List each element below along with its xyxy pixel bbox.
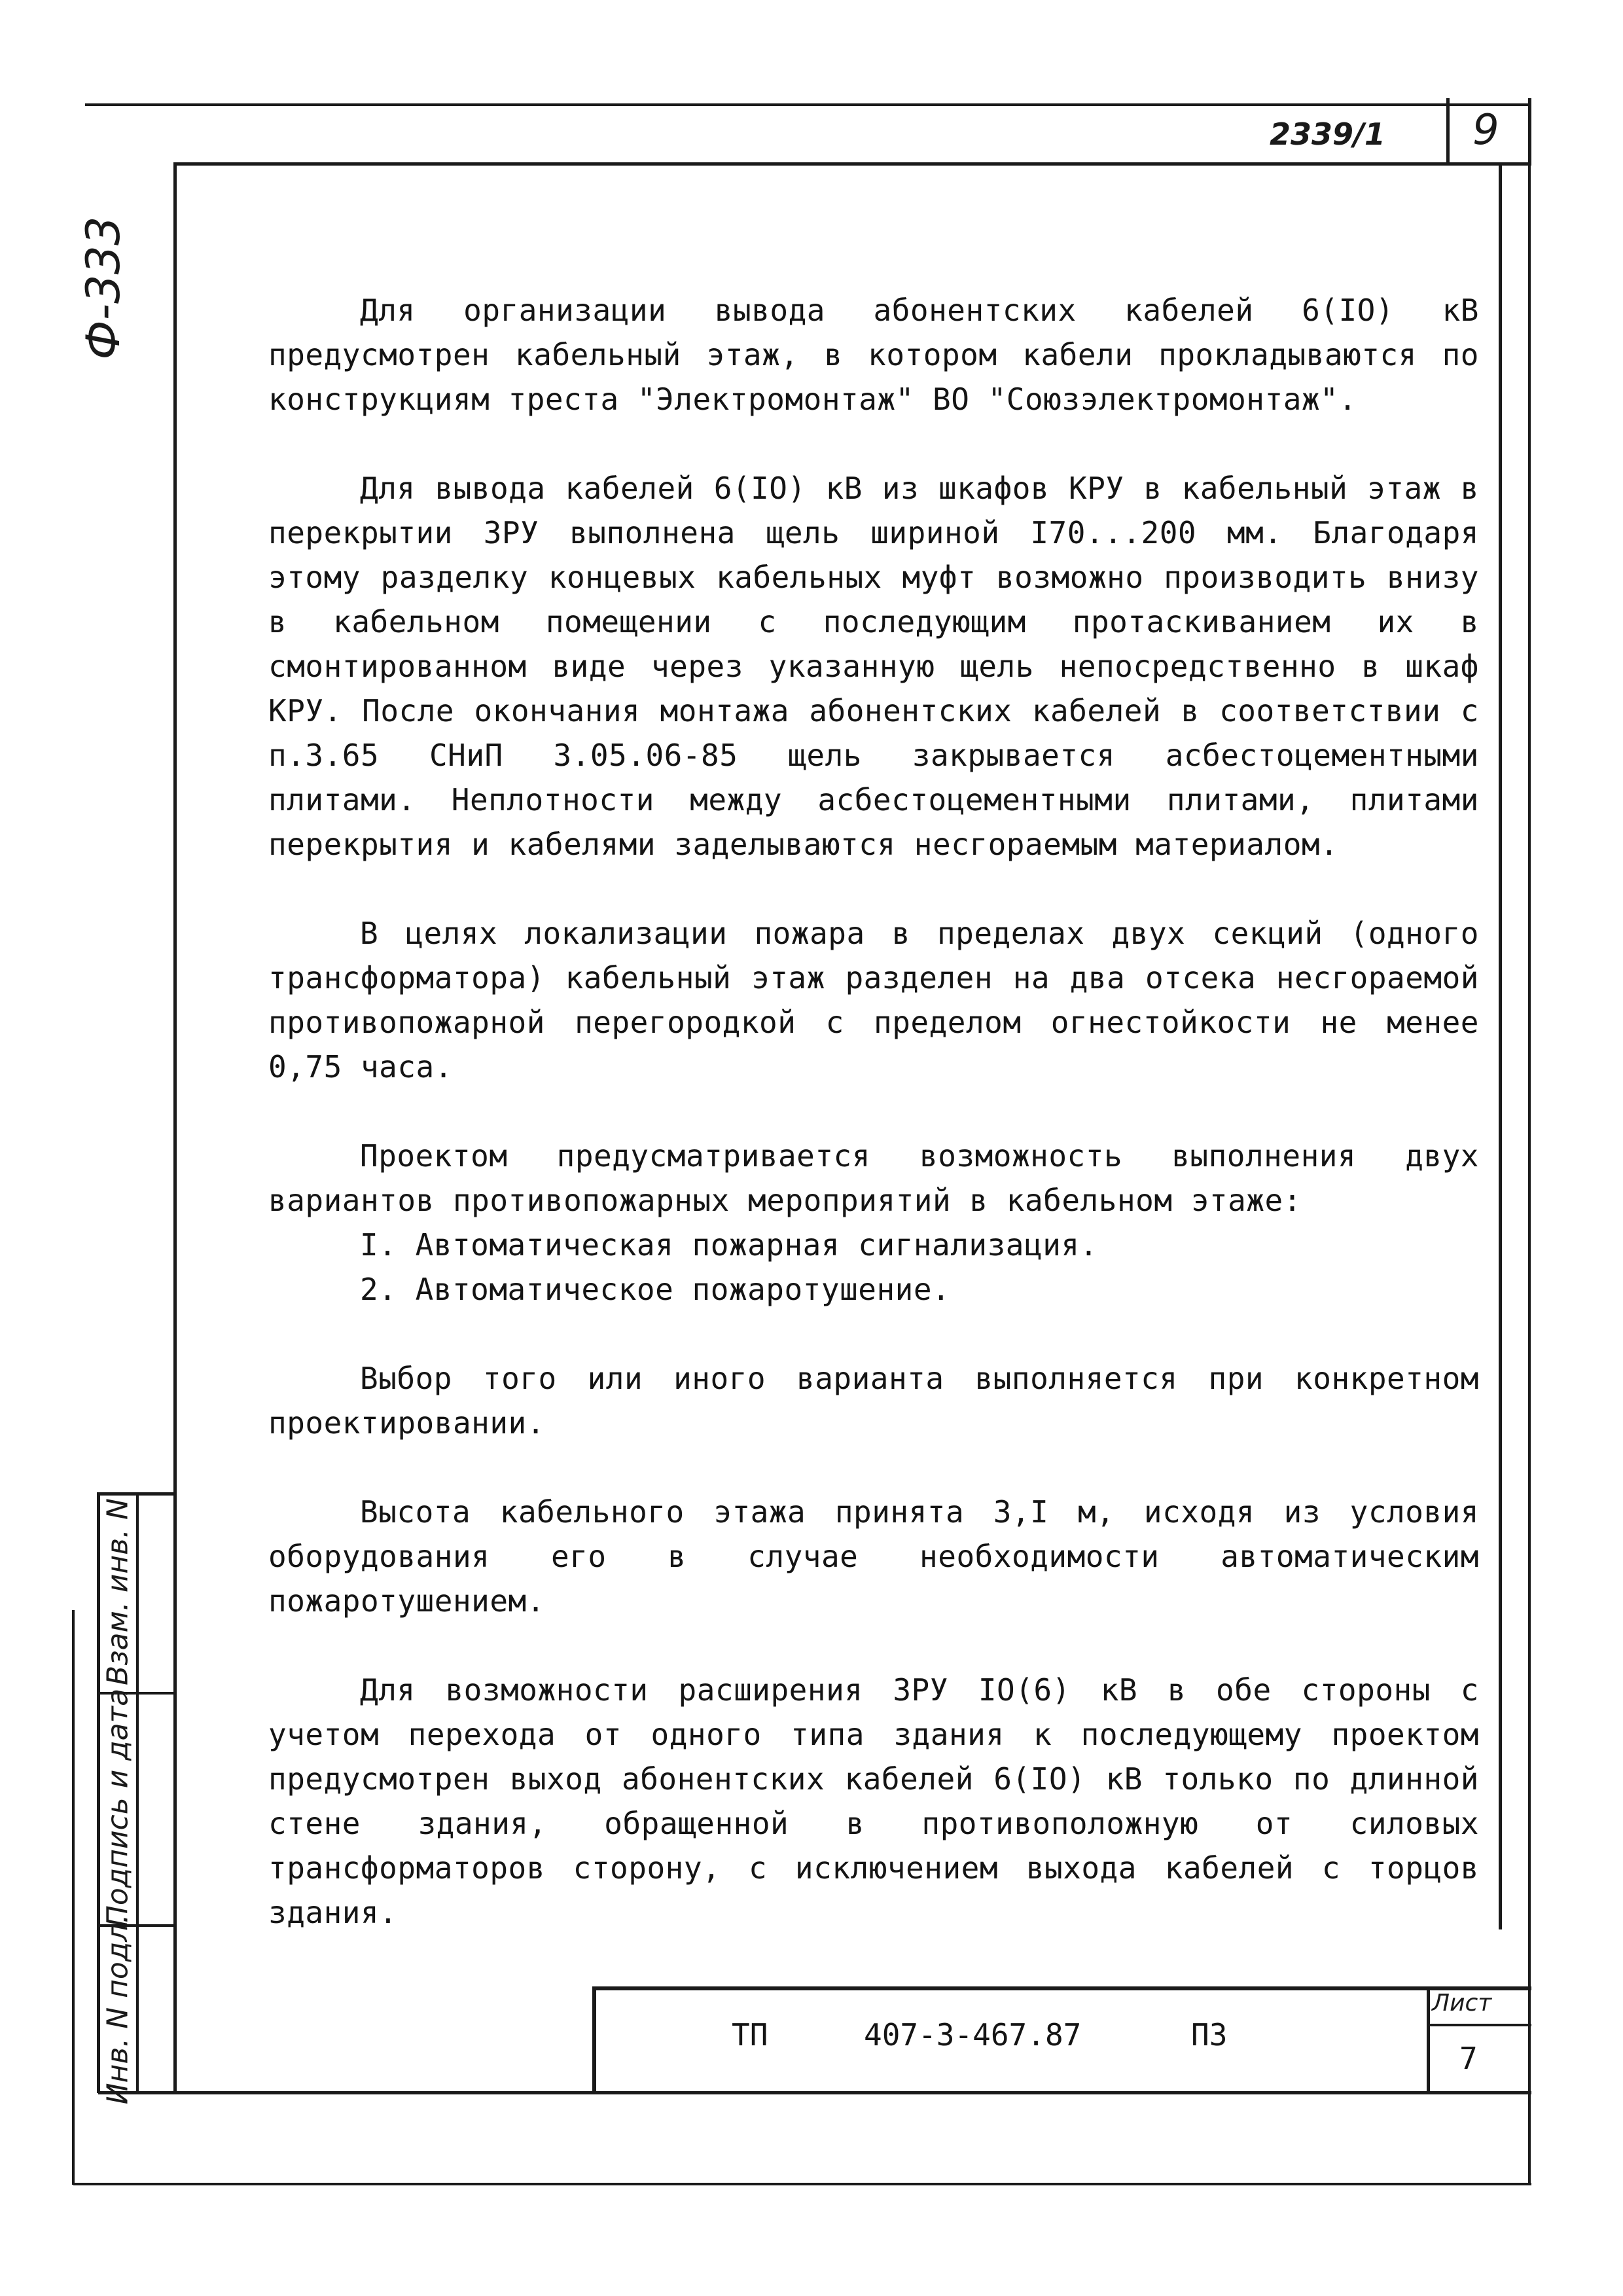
frame-bottom: [98, 2091, 1531, 2094]
paragraph: Высота кабельного этажа принята 3,I м, исходя из условия оборудования его в случае необходимости автоматическим пожаротушением.: [268, 1494, 1498, 1619]
side-stamp-inv-podl: Инв. N подл.: [101, 1914, 135, 2105]
paragraph: В целях локализации пожара в пределах двух секций (одного трансформатора) кабельный этаж разделен на два отсека несгораемой противопожарной перегородкой с пределом огнестойкости не менее 0,75 часа.: [268, 916, 1498, 1085]
archive-number: 2339/1: [1270, 117, 1385, 152]
title-block-sheet-label: Лист: [1432, 1990, 1492, 2017]
title-block-sheet-divider: [1427, 1986, 1430, 2094]
title-block-designation: 407-3-467.87: [864, 2017, 1082, 2053]
frame-right-outer: [1528, 162, 1531, 2185]
title-block-sheet-number: 7: [1459, 2041, 1478, 2076]
title-block-prefix: ТП: [732, 2017, 768, 2053]
side-stamp-mid: [136, 1492, 139, 2093]
paragraph: Для вывода кабелей 6(IO) кВ из шкафов КРУ в кабельный этаж в перекрытии ЗРУ выполнена щель шириной I70...200 мм. Благодаря этому разделку концевых кабельных муфт возможно производить внизу в кабельном помещении с последующим протаскиванием их в смонтированном виде через указанную щель непосредственно в шкаф КРУ. После окончания монтажа абонентских кабелей в соответствии с п.3.65 СНиП 3.05.06-85 щель закрывается асбестоцементными плитами. Неплотности между асбестоцементными плитами, плитами перекрытия и кабелями заделываются несгораемым материалом.: [268, 471, 1498, 862]
title-block-left: [592, 1986, 596, 2094]
page-number-box-left: [1446, 98, 1450, 164]
title-block-top: [592, 1986, 1531, 1990]
page-left-rule: [72, 1610, 75, 2185]
paragraph: Выбор того или иного варианта выполняется при конкретном проектировании.: [268, 1361, 1498, 1441]
paragraph: Проектом предусматривается возможность выполнения двух вариантов противопожарных мероприятий в кабельном этаже:: [268, 1138, 1498, 1218]
side-stamp-vzam-inv: Взам. инв. N: [101, 1498, 135, 1685]
frame-top: [173, 162, 1531, 166]
frame-right-inner: [1499, 162, 1502, 1929]
page-bottom-rule: [73, 2183, 1531, 2185]
frame-left: [173, 162, 177, 2093]
page-number: 9: [1472, 106, 1499, 154]
side-stamp-top: [97, 1492, 177, 1496]
list-item: 2. Автоматическое пожаротушение.: [360, 1272, 951, 1307]
paragraph: Для возможности расширения ЗРУ IO(6) кВ в обе стороны с учетом перехода от одного типа здания к последующему проектом предусмотрен выход абонентских кабелей 6(IO) кВ только по длинной стене здания, обращенной в противоположную от силовых трансформаторов сторону, с исключением выхода кабелей с торцов здания.: [268, 1672, 1498, 1930]
side-stamp-podpis-data: Подпись и дата: [101, 1688, 135, 1928]
page-number-box-right: [1528, 98, 1531, 164]
title-block-doc-code: ПЗ: [1191, 2017, 1228, 2053]
title-block-sheet-label-rule: [1427, 2024, 1531, 2026]
document-body: [268, 288, 1498, 1935]
side-stamp-left: [97, 1492, 100, 2093]
paragraph: Для организации вывода абонентских кабелей 6(IO) кВ предусмотрен кабельный этаж, в котором кабели прокладываются по конструкциям треста "Электромонтаж" ВО "Союзэлектромонтаж".: [268, 293, 1498, 417]
list-item: I. Автоматическая пожарная сигнализация.: [360, 1227, 1098, 1263]
series-code: Ф-333: [77, 216, 130, 360]
top-rule: [85, 103, 1531, 106]
